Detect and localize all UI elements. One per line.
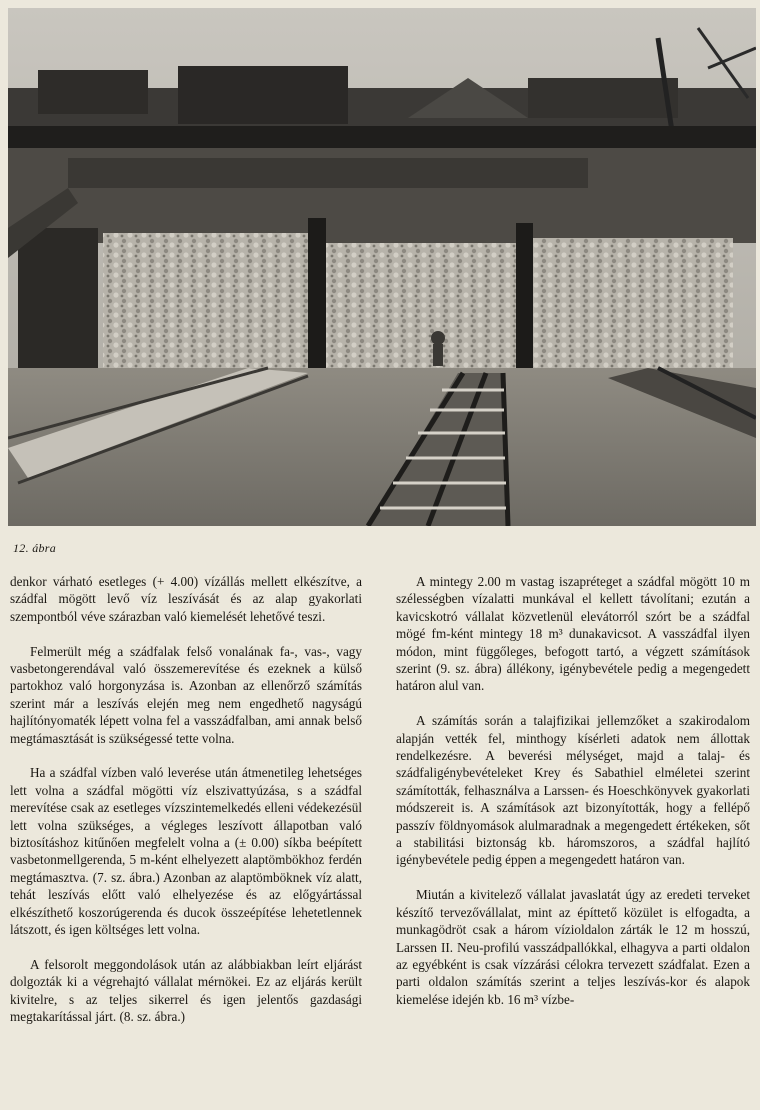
- photo-illustration: [8, 8, 756, 526]
- figure-caption: 12. ábra: [13, 541, 57, 555]
- right-paragraph-2: A számítás során a talajfizikai jellemzőket a szakirodalom alapján vették fel, minthogy kísérleti adatok nem állottak rendelkezésre. A beverési mélységet, majd a talaj- és szádfaligénybevételeket Krey és Sabathiel elméletei szerint számították, felhasználva a Larssen- és Hoeschkönyvek gyakorlati módszereit is. A számítások azt bizonyították, hogy a fellépő passzív földnyomások alulmaradnak a megengedett értékeken, sőt a stabilitási biztonság kb. háromszoros, a szádfal hajlító igénybevétele pedig éppen a megengedett határon van.: [396, 713, 750, 868]
- stone-foundation-left: [103, 233, 308, 383]
- stone-foundation-right: [533, 238, 733, 378]
- text-column-left: [10, 573, 362, 1026]
- text-column-right: [396, 573, 750, 1008]
- left-paragraph-1: denkor várható esetleges (+ 4.00) vízállás mellett elkészítve, a szádfal mögött levő víz leszívását és az alap gyakorlati szempontból véve szárazban való kiemelését lehetővé teszi.: [10, 574, 362, 624]
- left-paragraph-2: Felmerült még a szádfalak felső vonalának fa-, vas-, vagy vasbetongerendával való összemerevítése és ezeknek a külső partokhoz való horgonyzása is. Azonban az ellenőrző számítás szerint már a leszívás elején meg nem engedhető nagyságú hajlítónyomaték lépett volna fel a vasszádfalban, ami annak belső megtámasztását is szükségessé tette volna.: [10, 643, 362, 746]
- left-paragraph-3: Ha a szádfal vízben való leverése után átmenetileg lehetséges lett volna a szádfal mögötti víz elszivattyúzása, s a szádfal merevítése csak az esetleges vízszintemelkedés elleni védekezésül lett volna szükséges, a végleges leszívott állapotban való biztosításhoz kitűnően megfelelt volna a (± 0.00) síkba beépített vasbetonmellgerenda, 5 m-ként elhelyezett alaptömbökhoz ferdén megtámasztva. (7. sz. ábra.) Azonban az alaptömböknek víz alatt, tehát leszívás előtt való elhelyezése és az előgyártással elkészíthető koszorúgerenda és ducok összeépítése lehetetlennek látszott, és igen költséges lett volna.: [10, 765, 362, 938]
- construction-site-photo: [8, 8, 756, 526]
- right-paragraph-3: Miután a kivitelező vállalat javaslatát úgy az eredeti terveket készítő tervezővállalat, mint az építtető közület is elfogadta, a munkagödröt csak a három vízioldalon zárták le 12 m hosszú, Larssen II. Neu-profilú vasszádpallókkal, elhagyva a parti oldalon az egyébként is csak vízzárási célokra tervezett szádfalat. Ezen a parti oldalon számítás szerint a teljes leszívás-kor és alapok kiemelése idején kb. 16 m³ vízbe-: [396, 887, 750, 1007]
- right-paragraph-1: A mintegy 2.00 m vastag iszapréteget a szádfal mögött 10 m szélességben vízalatti munkával el kellett távolítani; ezután a kavicskotró vállalat közvetlenül elevátorról szórt be a szádfal mögé fm-ként mintegy 18 m³ dunakavicsot. A vasszádfal ilyen módon, mint függőleges, befogott tartó, a végzett számítások szerint (9. sz. ábra) állékony, igénybevétele pedig a megengedett határon alul van.: [396, 574, 750, 694]
- left-paragraph-4: A felsorolt meggondolások után az alábbiakban leírt eljárást dolgozták ki a végrehajtó vállalat mérnökei. Ez az eljárás került kivitelre, s az teljes sikerrel és igen jelentős gazdasági megtakarítással járt. (8. sz. ábra.): [10, 956, 362, 1025]
- worker-figure: [431, 331, 445, 345]
- top-beam: [8, 126, 756, 148]
- stone-foundation-center: [326, 243, 516, 388]
